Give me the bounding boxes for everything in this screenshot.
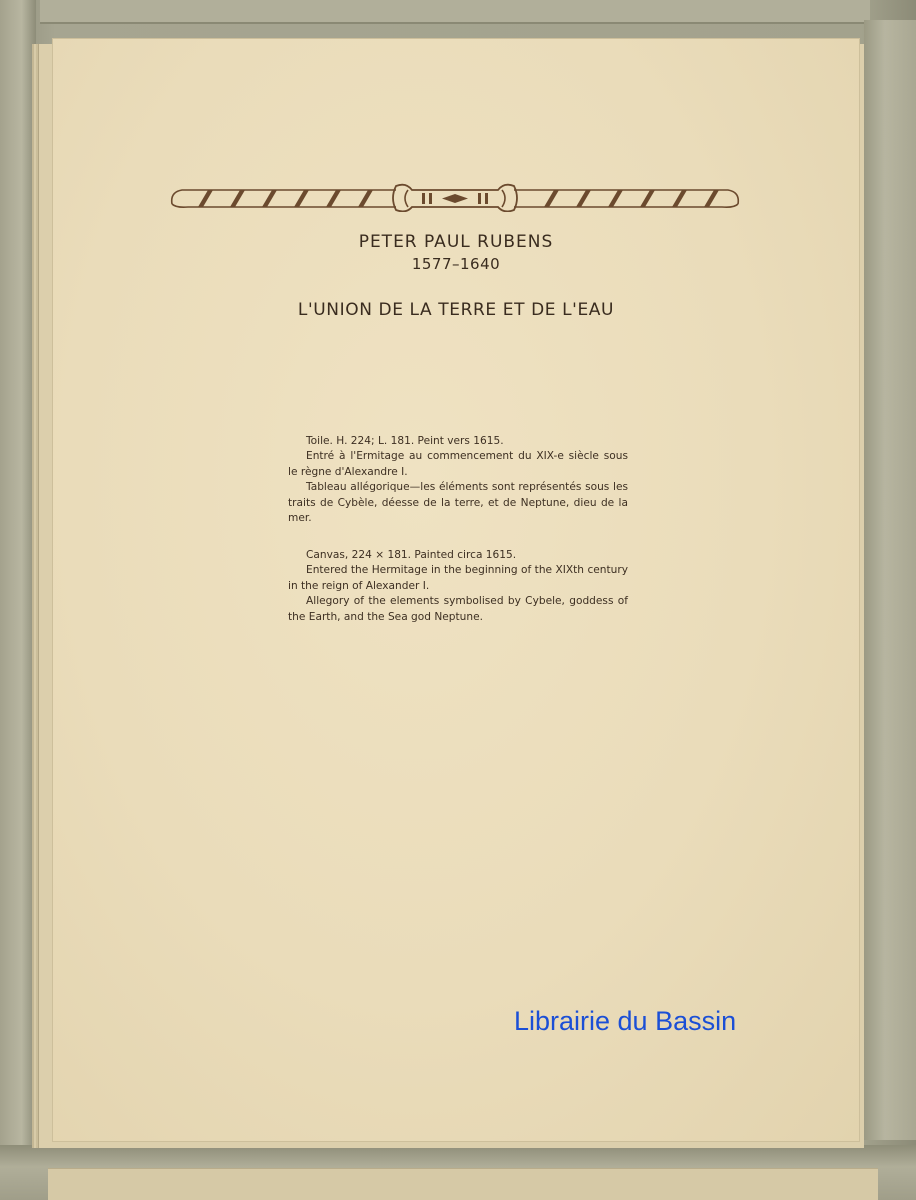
- english-description: [288, 548, 628, 625]
- seller-watermark: Librairie du Bassin: [514, 1006, 737, 1036]
- artwork-title: L'UNION DE LA TERRE ET DE L'EAU: [297, 300, 615, 320]
- english-line: Entered the Hermitage in the beginning of the XIXth century in the reign of Alexander I.: [288, 564, 628, 592]
- artist-dates: 1577–1640: [411, 255, 501, 273]
- underlying-sheet: [48, 1168, 878, 1200]
- folder-left-flap: [0, 0, 36, 1150]
- french-line: Entré à l'Ermitage au commencement du XIX-e siècle sous le règne d'Alexandre I.: [288, 450, 628, 478]
- french-line: Toile. H. 224; L. 181. Peint vers 1615.: [306, 435, 504, 447]
- english-line: Allegory of the elements symbolised by Cybele, goddess of the Earth, and the Sea god Neptune.: [288, 595, 628, 623]
- folder-top-flap: [40, 0, 870, 24]
- decorative-ornament: [168, 178, 742, 212]
- folder-right-flap: [864, 20, 916, 1140]
- french-description: [288, 434, 628, 526]
- english-line: Canvas, 224 × 181. Painted circa 1615.: [306, 549, 517, 561]
- artist-name: PETER PAUL RUBENS: [358, 232, 554, 252]
- french-line: Tableau allégorique—les éléments sont représentés sous les traits de Cybèle, déesse de la terre, et de Neptune, dieu de la mer.: [288, 481, 628, 525]
